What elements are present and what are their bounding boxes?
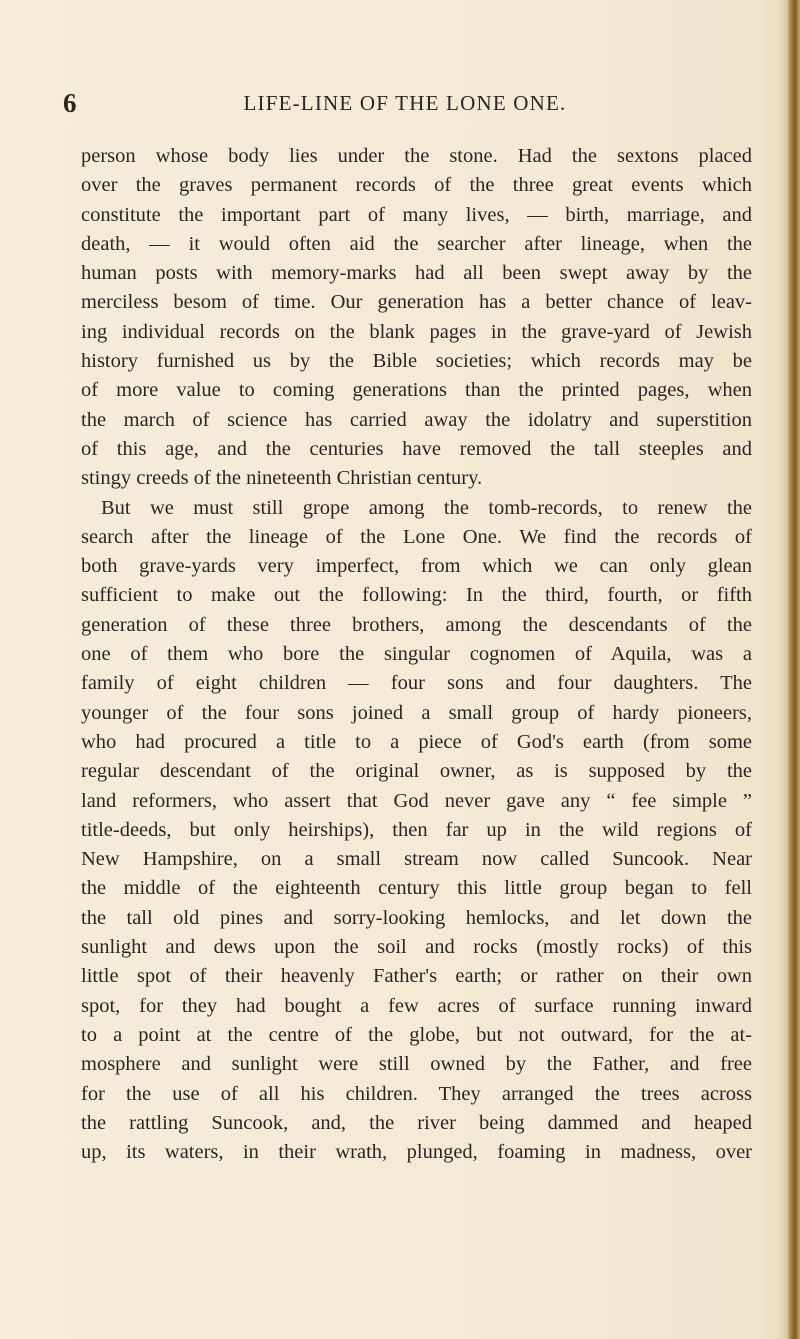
- page-header: [60, 86, 750, 120]
- text-line: search after the lineage of the Lone One. We find the records of: [81, 525, 752, 548]
- text-line: both grave-yards very imperfect, from which we can only glean: [81, 555, 752, 578]
- body-text: [81, 142, 752, 1167]
- paragraph-start-line: But we must still grope among the tomb-records, to renew the: [101, 496, 752, 519]
- text-line: mosphere and sunlight were still owned by the Father, and free: [81, 1053, 752, 1076]
- text-line: regular descendant of the original owner, as is supposed by the: [81, 760, 752, 783]
- text-line: for the use of all his children. They arranged the trees across: [81, 1082, 752, 1105]
- text-line: of this age, and the centuries have removed the tall steeples and: [81, 437, 752, 460]
- text-line: up, its waters, in their wrath, plunged, foaming in madness, over: [81, 1141, 752, 1164]
- text-line: New Hampshire, on a small stream now called Suncook. Near: [81, 848, 752, 871]
- text-line: of more value to coming generations than the printed pages, when: [81, 379, 752, 402]
- page-gutter-shadow: [778, 0, 788, 1339]
- text-line: land reformers, who assert that God never gave any “ fee simple ”: [81, 789, 752, 812]
- text-line: to a point at the centre of the globe, but not outward, for the at-: [81, 1023, 752, 1046]
- text-line: one of them who bore the singular cognomen of Aquila, was a: [81, 643, 752, 666]
- paragraph-end-line: stingy creeds of the nineteenth Christian century.: [81, 467, 483, 490]
- text-line: family of eight children — four sons and four daughters. The: [81, 672, 752, 695]
- text-line: ing individual records on the blank pages in the grave-yard of Jewish: [81, 320, 752, 343]
- text-line: the rattling Suncook, and, the river being dammed and heaped: [81, 1111, 752, 1134]
- text-line: little spot of their heavenly Father's earth; or rather on their own: [81, 965, 752, 988]
- page-edge-binding: [788, 0, 800, 1339]
- text-line: the march of science has carried away the idolatry and superstition: [81, 408, 752, 431]
- text-line: sufficient to make out the following: In the third, fourth, or fifth: [81, 584, 752, 607]
- text-line: over the graves permanent records of the three great events which: [81, 174, 752, 197]
- text-line: the tall old pines and sorry-looking hemlocks, and let down the: [81, 906, 752, 929]
- page-number: 6: [63, 88, 77, 118]
- text-line: who had procured a title to a piece of God's earth (from some: [81, 730, 752, 753]
- text-line: sunlight and dews upon the soil and rocks (mostly rocks) of this: [81, 936, 752, 959]
- text-line: merciless besom of time. Our generation has a better chance of leav-: [81, 291, 752, 314]
- text-line: constitute the important part of many lives, — birth, marriage, and: [81, 203, 752, 226]
- text-line: death, — it would often aid the searcher after lineage, when the: [81, 232, 752, 255]
- text-line: spot, for they had bought a few acres of surface running inward: [81, 994, 752, 1017]
- text-line: history furnished us by the Bible societies; which records may be: [81, 350, 752, 373]
- text-line: younger of the four sons joined a small group of hardy pioneers,: [81, 701, 752, 724]
- running-head: LIFE-LINE OF THE LONE ONE.: [243, 91, 567, 115]
- text-line: human posts with memory-marks had all been swept away by the: [81, 262, 752, 285]
- text-line: generation of these three brothers, among the descendants of the: [81, 613, 752, 636]
- text-line: title-deeds, but only heirships), then far up in the wild regions of: [81, 818, 752, 841]
- text-line: the middle of the eighteenth century this little group began to fell: [81, 877, 752, 900]
- text-line: person whose body lies under the stone. Had the sextons placed: [81, 145, 752, 167]
